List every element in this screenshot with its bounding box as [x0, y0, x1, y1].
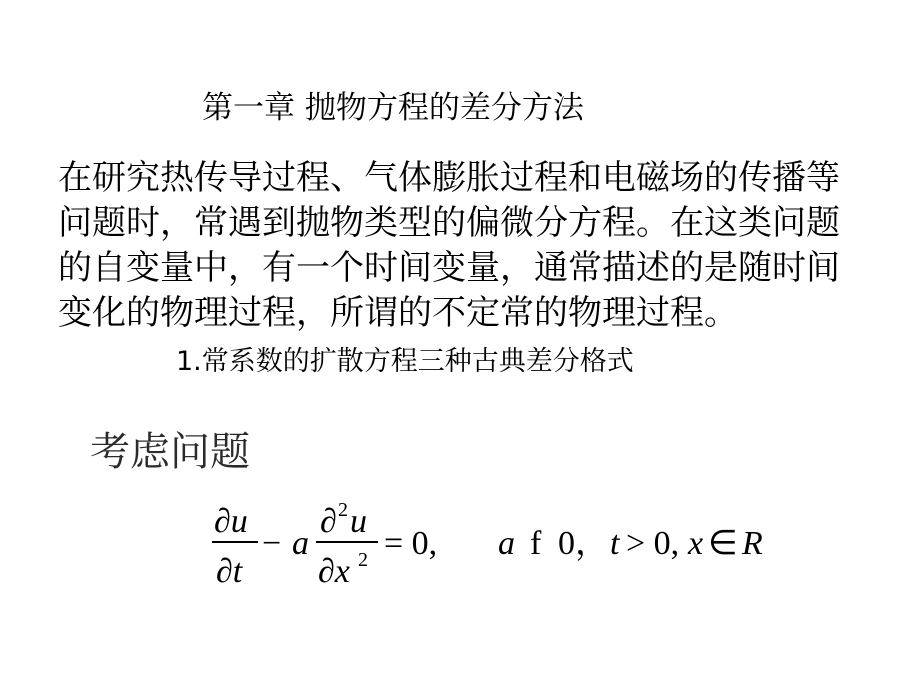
paragraph-line: 的自变量中，有一个时间变量，通常描述的是随时间 [58, 248, 840, 288]
frac2-numerator-u: u [350, 503, 367, 540]
paragraph-line: 变化的物理过程，所谓的不定常的物理过程。 [58, 293, 738, 333]
condition-R: R [742, 525, 763, 562]
frac2-numerator-exponent: 2 [338, 499, 348, 521]
diffusion-equation [212, 498, 792, 594]
problem-intro: 考虑问题 [90, 429, 250, 475]
frac2-numerator-partial: ∂ [320, 503, 337, 540]
condition-x: x [688, 525, 704, 562]
frac2-denominator-exponent: 2 [358, 549, 368, 571]
frac2-denominator: ∂x [318, 553, 350, 590]
condition-a: a [498, 525, 515, 562]
condition-gt-zero: > 0, [626, 525, 680, 562]
condition-zero: 0， [558, 525, 609, 562]
minus-sign: − [262, 525, 282, 562]
condition-in: ∈ [708, 525, 738, 562]
condition-t: t [610, 525, 620, 562]
frac1-numerator: ∂u [214, 503, 248, 540]
paragraph-line: 问题时，常遇到抛物类型的偏微分方程。在这类问题 [58, 203, 840, 243]
section-heading: 1.常系数的扩散方程三种古典差分格式 [176, 346, 634, 377]
coefficient-a: a [292, 525, 309, 562]
frac1-denominator: ∂t [216, 553, 243, 590]
equals-zero: = 0, [384, 525, 438, 562]
slide-title: 第一章 抛物方程的差分方法 [202, 90, 584, 126]
paragraph-line: 在研究热传导过程、气体膨胀过程和电磁场的传播等 [58, 158, 840, 198]
condition-f: f [530, 525, 542, 562]
body-paragraph [58, 156, 898, 336]
